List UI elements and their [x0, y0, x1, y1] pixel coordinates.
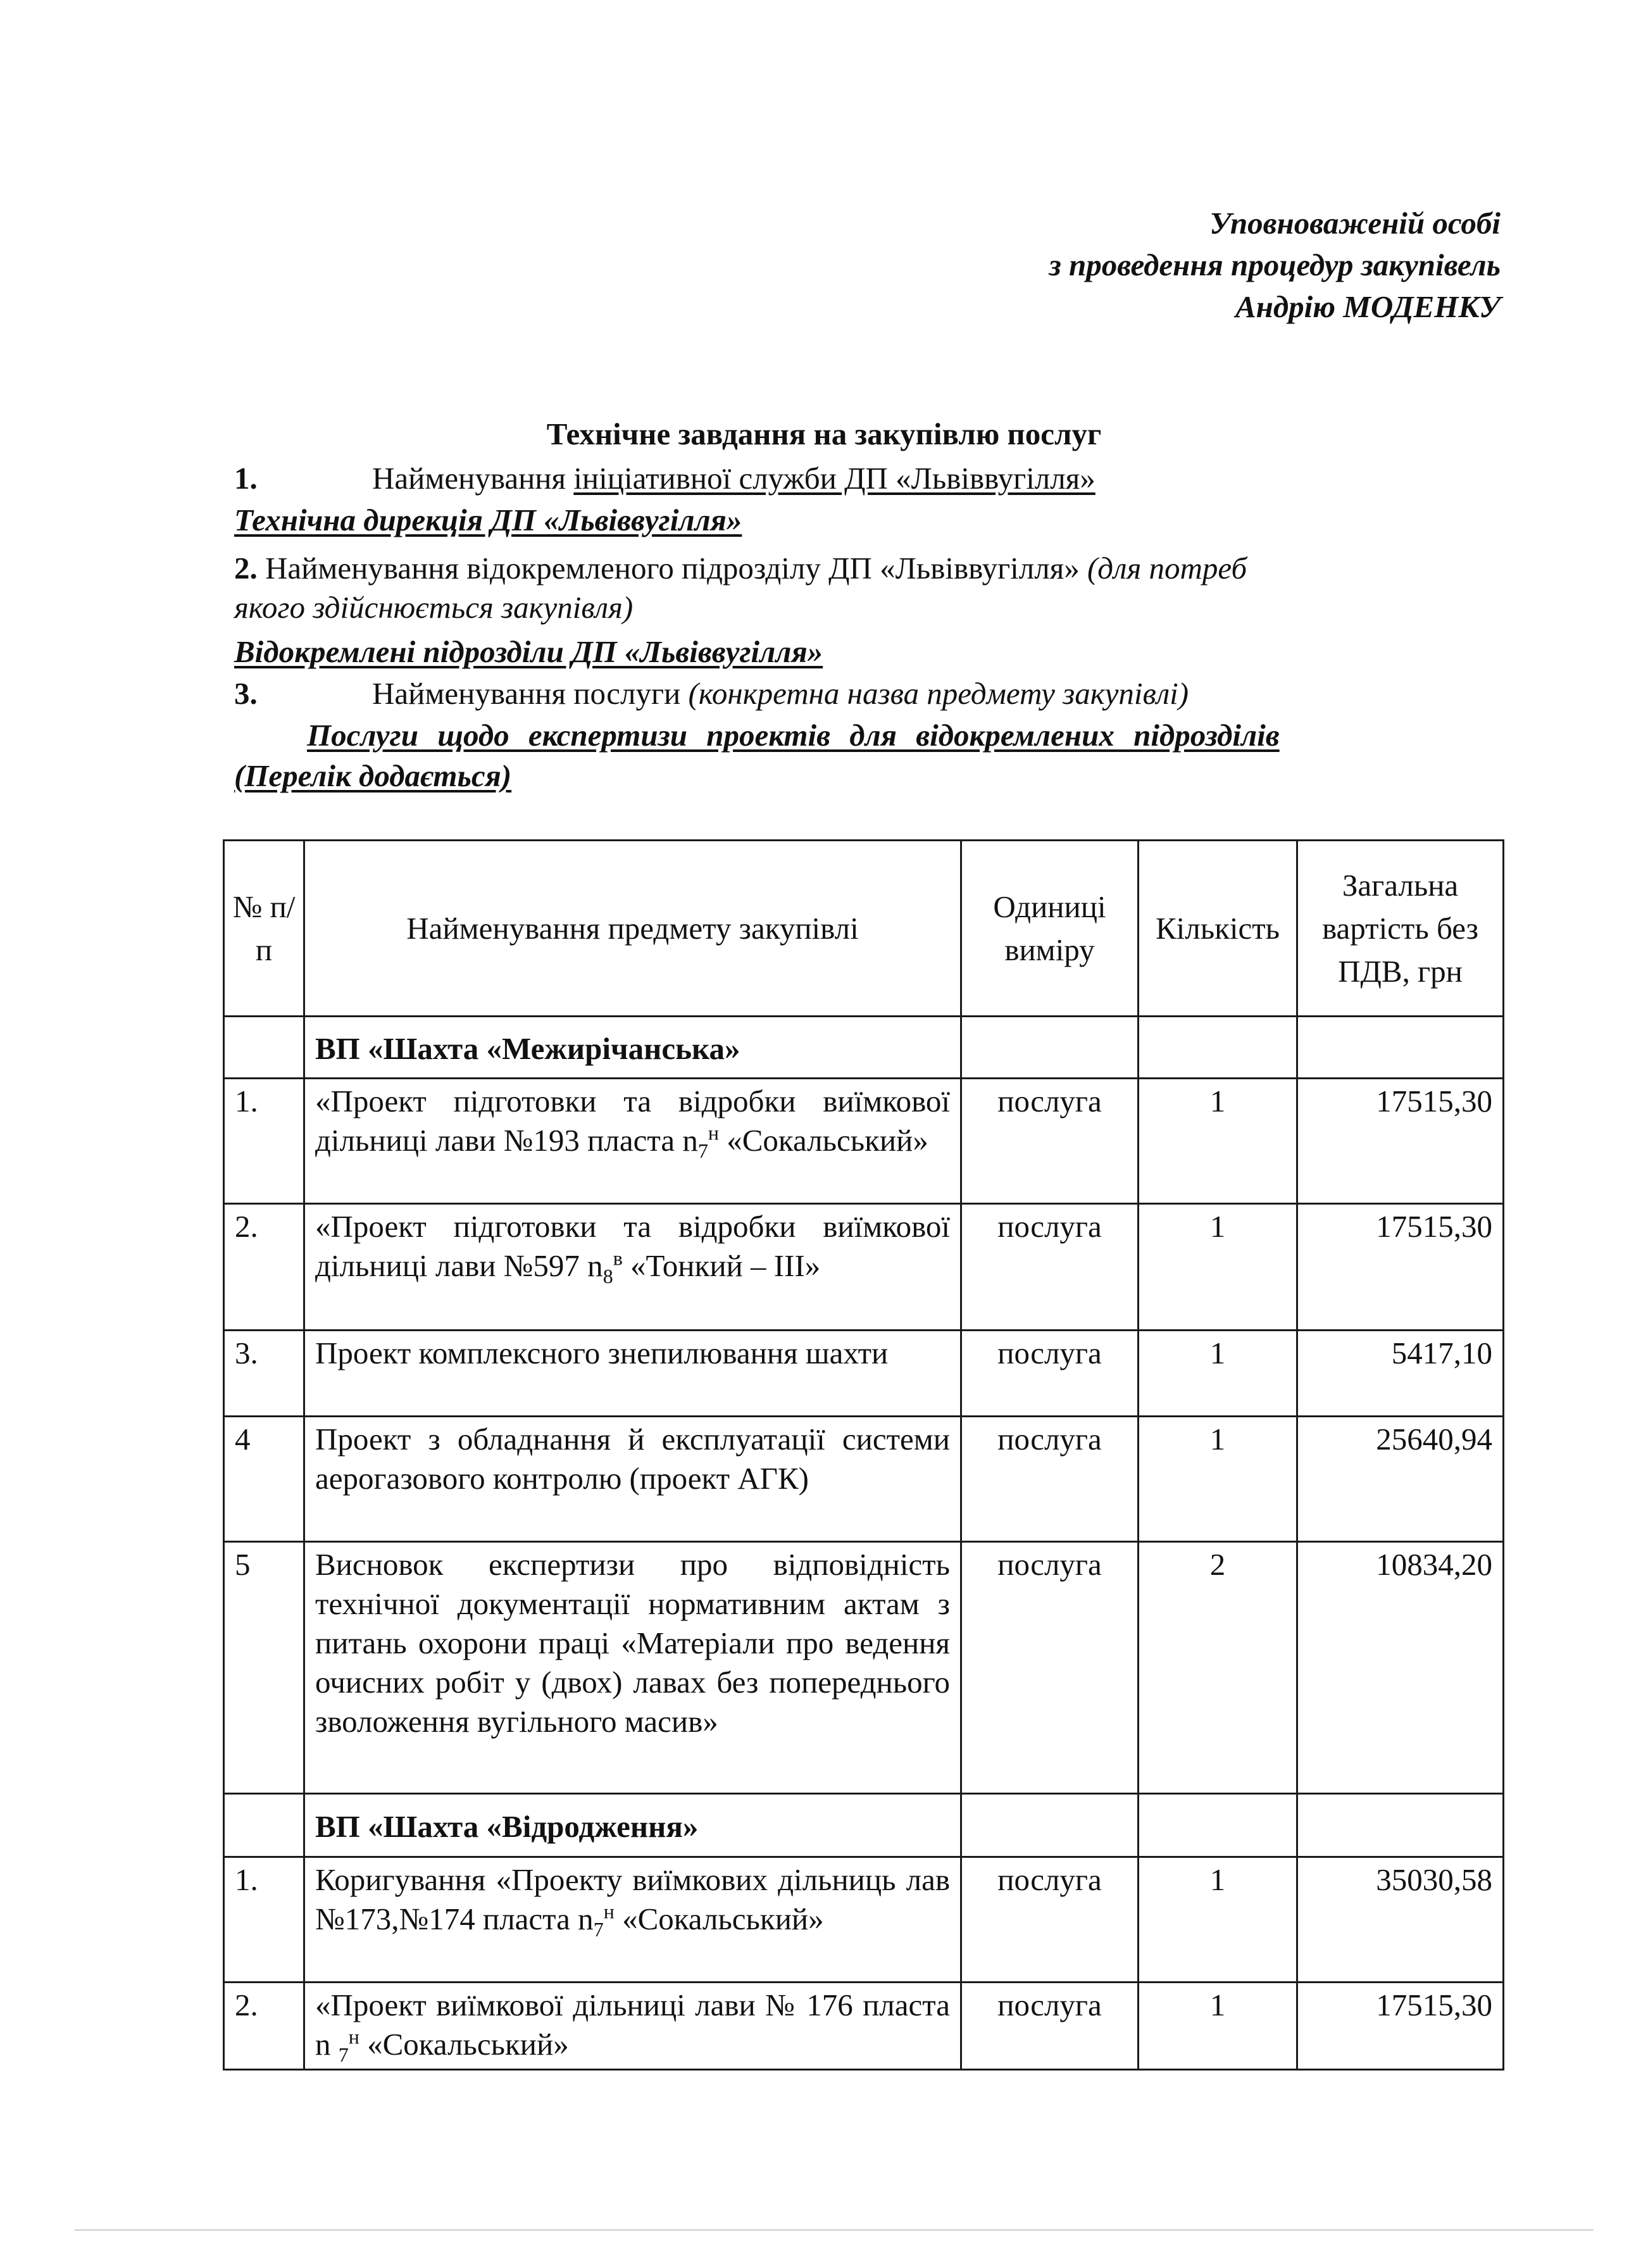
row-cost: 35030,58	[1297, 1857, 1504, 1983]
table-row	[224, 1417, 1504, 1542]
row-quantity: 1	[1139, 1857, 1297, 1983]
section-1-value: Технічна дирекція ДП «Львіввугілля»	[234, 503, 742, 537]
table-row	[224, 1983, 1504, 2070]
row-unit: послуга	[961, 1857, 1139, 1983]
row-cost: 17515,30	[1297, 1204, 1504, 1331]
header-quantity: Кількість	[1139, 841, 1297, 1017]
row-name-text-end: «Тонкий – ІІІ»	[622, 1248, 821, 1283]
section-row-vidrodzhennia	[224, 1794, 1504, 1857]
section-3-value-line-2: (Перелік додається)	[234, 758, 512, 793]
row-number: 4	[224, 1417, 304, 1542]
section-2-note-part-2: якого здійснюється закупівля)	[234, 590, 634, 625]
section-3-number: 3.	[234, 676, 258, 711]
row-unit: послуга	[961, 1542, 1139, 1794]
section-2-value: Відокремлені підрозділи ДП «Львіввугілля»	[234, 634, 823, 669]
row-number: 3.	[224, 1331, 304, 1417]
section-1-label: Найменування	[372, 461, 574, 496]
row-name: Висновок експертизи про відповідність технічної документації нормативним актам з питань охорони праці «Матеріали про ведення очисних робіт у (двох) лавах без попереднього зволоження вугільного масив»	[304, 1542, 961, 1794]
section-2-heading	[234, 549, 1247, 587]
row-unit: послуга	[961, 1331, 1139, 1417]
row-unit: послуга	[961, 1983, 1139, 2070]
header-name: Найменування предмету закупівлі	[304, 841, 961, 1017]
row-number: 2.	[224, 1983, 304, 2070]
row-number: 1.	[224, 1079, 304, 1204]
section-3-value-line-1: Послуги щодо експертизи проектів для відокремлених підрозділів	[307, 718, 1280, 753]
scan-mark	[766, 23, 892, 32]
row-name-superscript: в	[613, 1246, 623, 1270]
addressee-line-2: з проведення процедур закупівель	[1049, 247, 1501, 282]
empty-cell	[1139, 1017, 1297, 1079]
row-name: Проект з обладнання й експлуатації системи аерогазового контролю (проект АГК)	[304, 1417, 961, 1542]
header-number: № п/п	[224, 841, 304, 1017]
section-3-heading	[234, 675, 1189, 713]
section-1-heading	[234, 460, 1096, 498]
section-title: ВП «Шахта «Межирічанська»	[304, 1017, 961, 1079]
row-number: 1.	[224, 1857, 304, 1983]
empty-cell	[961, 1794, 1139, 1857]
row-name-text-end: «Сокальський»	[614, 1901, 824, 1936]
row-name	[304, 1983, 961, 2070]
row-name-text: «Проект підготовки та відробки виїмкової дільниці лави №597 n	[315, 1209, 950, 1283]
row-name-superscript: н	[348, 2025, 359, 2048]
empty-cell	[1297, 1794, 1504, 1857]
row-name-subscript: 8	[602, 1264, 613, 1287]
row-name-text: «Проект підготовки та відробки виїмкової дільниці лави №193 пласта n	[315, 1084, 950, 1158]
row-unit: послуга	[961, 1204, 1139, 1331]
empty-cell	[961, 1017, 1139, 1079]
section-1-label-underlined: ініціативної служби ДП «Львіввугілля»	[573, 461, 1096, 496]
empty-cell	[224, 1794, 304, 1857]
row-name: Проект комплексного знепилювання шахти	[304, 1331, 961, 1417]
row-unit: послуга	[961, 1417, 1139, 1542]
empty-cell	[224, 1017, 304, 1079]
section-2-number: 2.	[234, 551, 258, 586]
header-unit: Одиниці виміру	[961, 841, 1139, 1017]
table-row	[224, 1542, 1504, 1794]
row-name-text-end: «Сокальський»	[719, 1123, 928, 1158]
row-name-text: Коригування «Проекту виїмкових дільниць лав №173,№174 пласта n	[315, 1862, 950, 1936]
section-2-label: Найменування відокремленого підрозділу ДП «Львіввугілля»	[257, 551, 1087, 586]
section-1-number: 1.	[234, 461, 258, 496]
row-name	[304, 1204, 961, 1331]
addressee-line-1: Уповноваженій особі	[1209, 206, 1501, 241]
scan-bottom-edge	[75, 2229, 1594, 2231]
row-cost: 5417,10	[1297, 1331, 1504, 1417]
row-name-text: «Проект виїмкової дільниці лави № 176 пласта n	[315, 1988, 950, 2062]
row-cost: 10834,20	[1297, 1542, 1504, 1794]
row-cost: 17515,30	[1297, 1079, 1504, 1204]
table-row	[224, 1204, 1504, 1331]
addressee-line-3: Андрію МОДЕНКУ	[1235, 289, 1501, 324]
row-number: 5	[224, 1542, 304, 1794]
row-unit: послуга	[961, 1079, 1139, 1204]
section-3-label: Найменування послуги	[372, 676, 689, 711]
row-cost: 17515,30	[1297, 1983, 1504, 2070]
row-name	[304, 1857, 961, 1983]
row-quantity: 1	[1139, 1204, 1297, 1331]
section-row-mezhyrichanska	[224, 1017, 1504, 1079]
row-name-subscript: 7	[338, 2043, 349, 2066]
row-name-subscript: 7	[593, 1917, 604, 1941]
row-name	[304, 1079, 961, 1204]
row-quantity: 1	[1139, 1331, 1297, 1417]
section-2-note-part-1: (для потреб	[1087, 551, 1247, 586]
header-cost: Загальна вартість без ПДВ, грн	[1297, 841, 1504, 1017]
row-quantity: 1	[1139, 1079, 1297, 1204]
section-3-note: (конкретна назва предмету закупівлі)	[688, 676, 1189, 711]
section-title: ВП «Шахта «Відродження»	[304, 1794, 961, 1857]
table-row	[224, 1079, 1504, 1204]
row-quantity: 1	[1139, 1983, 1297, 2070]
row-cost: 25640,94	[1297, 1417, 1504, 1542]
addressee-block	[1049, 203, 1501, 328]
row-quantity: 1	[1139, 1417, 1297, 1542]
row-name-superscript: н	[708, 1121, 719, 1144]
table-header-row	[224, 841, 1504, 1017]
row-name-subscript: 7	[697, 1139, 708, 1162]
table-row	[224, 1857, 1504, 1983]
row-name-superscript: н	[603, 1900, 615, 1923]
procurement-table	[223, 839, 1504, 2071]
row-quantity: 2	[1139, 1542, 1297, 1794]
row-name-text-end: «Сокальський»	[359, 2027, 569, 2062]
empty-cell	[1139, 1794, 1297, 1857]
table-row	[224, 1331, 1504, 1417]
row-number: 2.	[224, 1204, 304, 1331]
empty-cell	[1297, 1017, 1504, 1079]
document-title: Технічне завдання на закупівлю послуг	[546, 417, 1102, 451]
